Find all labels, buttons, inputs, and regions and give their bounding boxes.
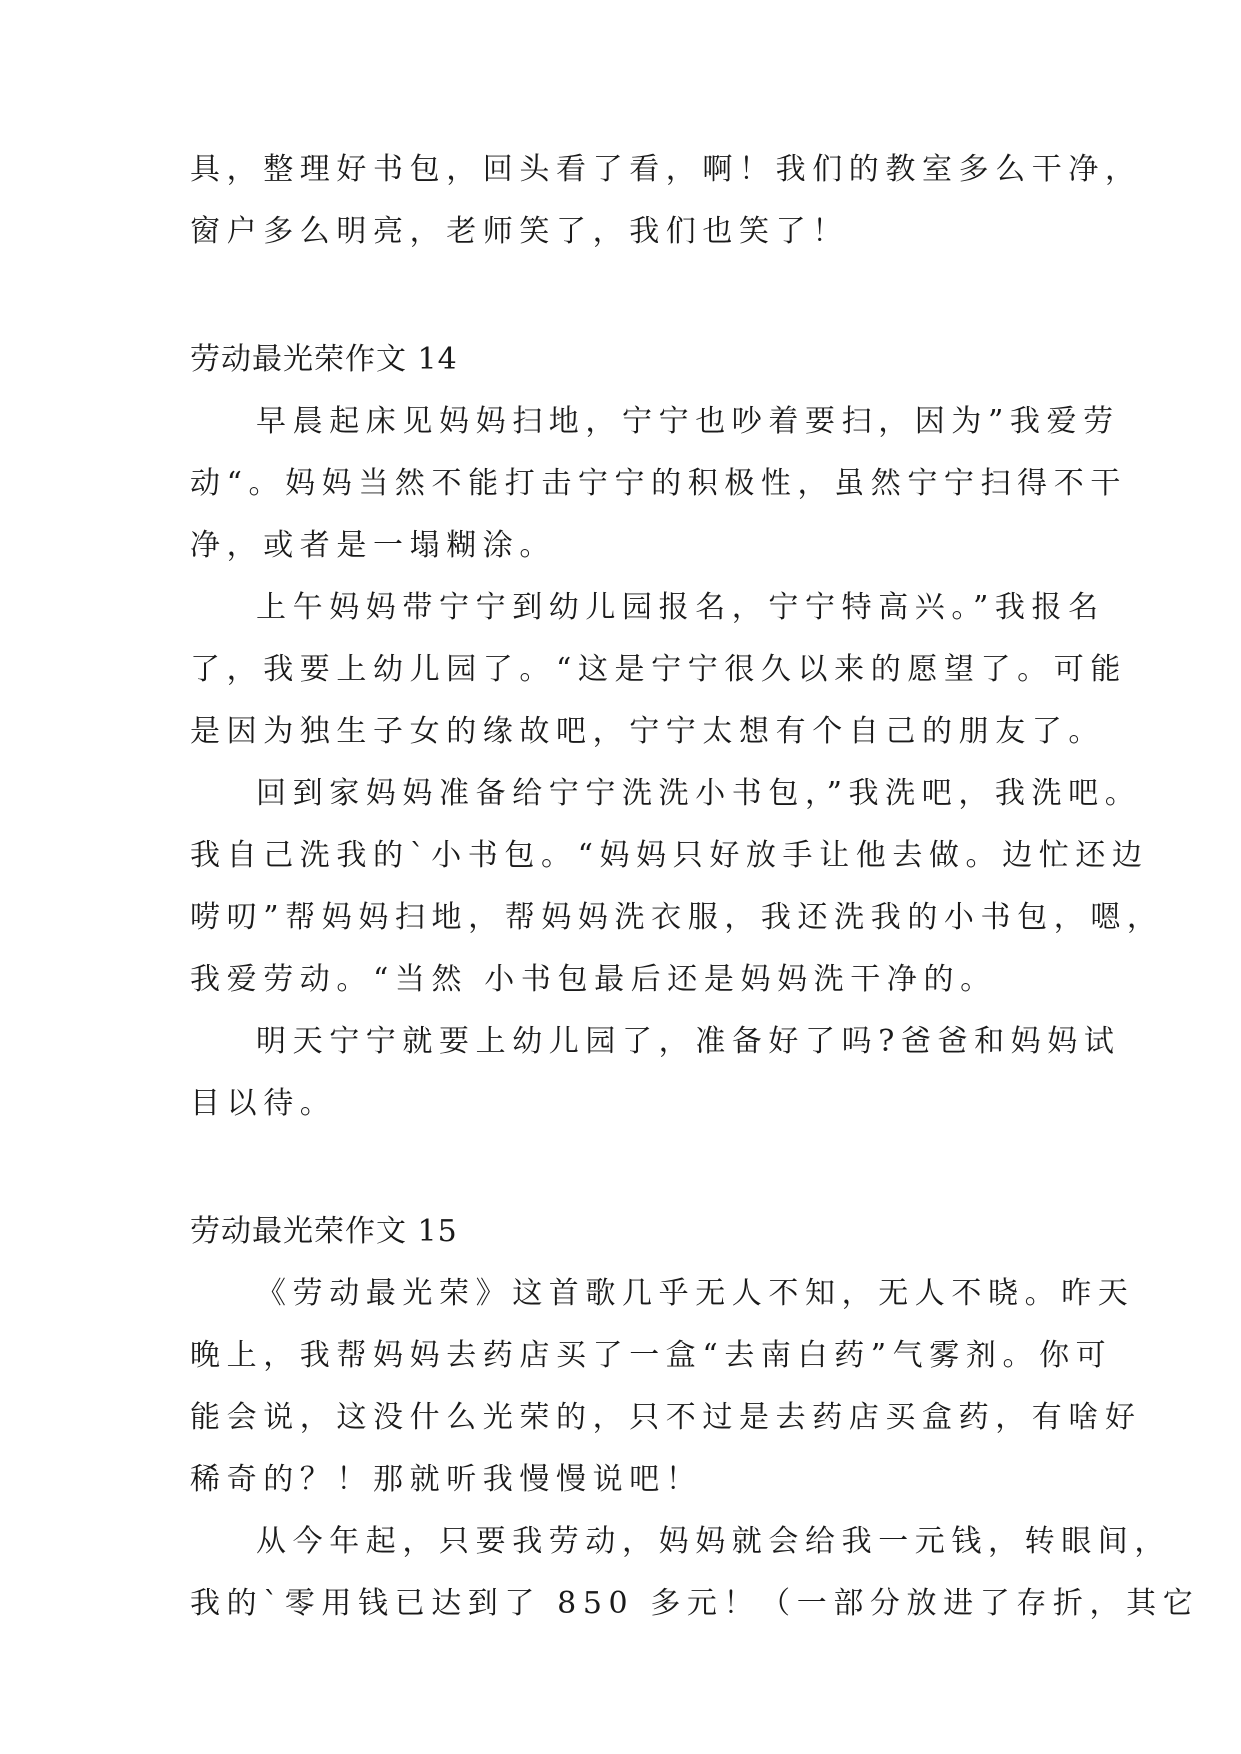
paragraph-line: 窗户多么明亮，老师笑了，我们也笑了！ [190,214,849,249]
paragraph-line: 具，整理好书包，回头看了看，啊！我们的教室多么干净， [190,152,1142,187]
essay-heading: 劳动最光荣作文 14 [190,342,458,377]
paragraph-line: 明天宁宁就要上幼儿园了，准备好了吗?爸爸和妈妈试 [256,1024,1121,1059]
paragraph-line: 《劳动最光荣》这首歌几乎无人不知，无人不晓。昨天 [256,1276,1135,1311]
paragraph-line: 目以待。 [190,1086,337,1121]
paragraph-line: 回到家妈妈准备给宁宁洗洗小书包，”我洗吧，我洗吧。 [256,776,1142,811]
paragraph-line: 从今年起，只要我劳动，妈妈就会给我一元钱，转眼间， [256,1524,1171,1559]
paragraph-line: 了，我要上幼儿园了。“这是宁宁很久以来的愿望了。可能 [190,652,1127,687]
essay-heading: 劳动最光荣作文 15 [190,1214,458,1249]
paragraph-line: 能会说，这没什么光荣的，只不过是去药店买盒药，有啥好 [190,1400,1142,1435]
paragraph-line: 晚上，我帮妈妈去药店买了一盒“去南白药”气雾剂。你可 [190,1338,1113,1373]
paragraph-line: 动“。妈妈当然不能打击宁宁的积极性，虽然宁宁扫得不干 [190,466,1127,501]
paragraph-line: 我爱劳动。“当然 小书包最后还是妈妈洗干净的。 [190,962,997,997]
paragraph-line: 净，或者是一塌糊涂。 [190,528,556,563]
paragraph-line: 我的`零用钱已达到了 850 多元！（一部分放进了存折，其它 [190,1586,1200,1621]
paragraph-line: 上午妈妈带宁宁到幼儿园报名，宁宁特高兴。”我报名 [256,590,1105,625]
paragraph-line: 早晨起床见妈妈扫地，宁宁也吵着要扫，因为”我爱劳 [256,404,1120,439]
paragraph-line: 我自己洗我的`小书包。“妈妈只好放手让他去做。边忙还边 [190,838,1149,873]
paragraph-line: 稀奇的？！那就听我慢慢说吧！ [190,1462,703,1497]
paragraph-line: 是因为独生子女的缘故吧，宁宁太想有个自己的朋友了。 [190,714,1105,749]
paragraph-line: 唠叨”帮妈妈扫地，帮妈妈洗衣服，我还洗我的小书包，嗯， [190,900,1164,935]
